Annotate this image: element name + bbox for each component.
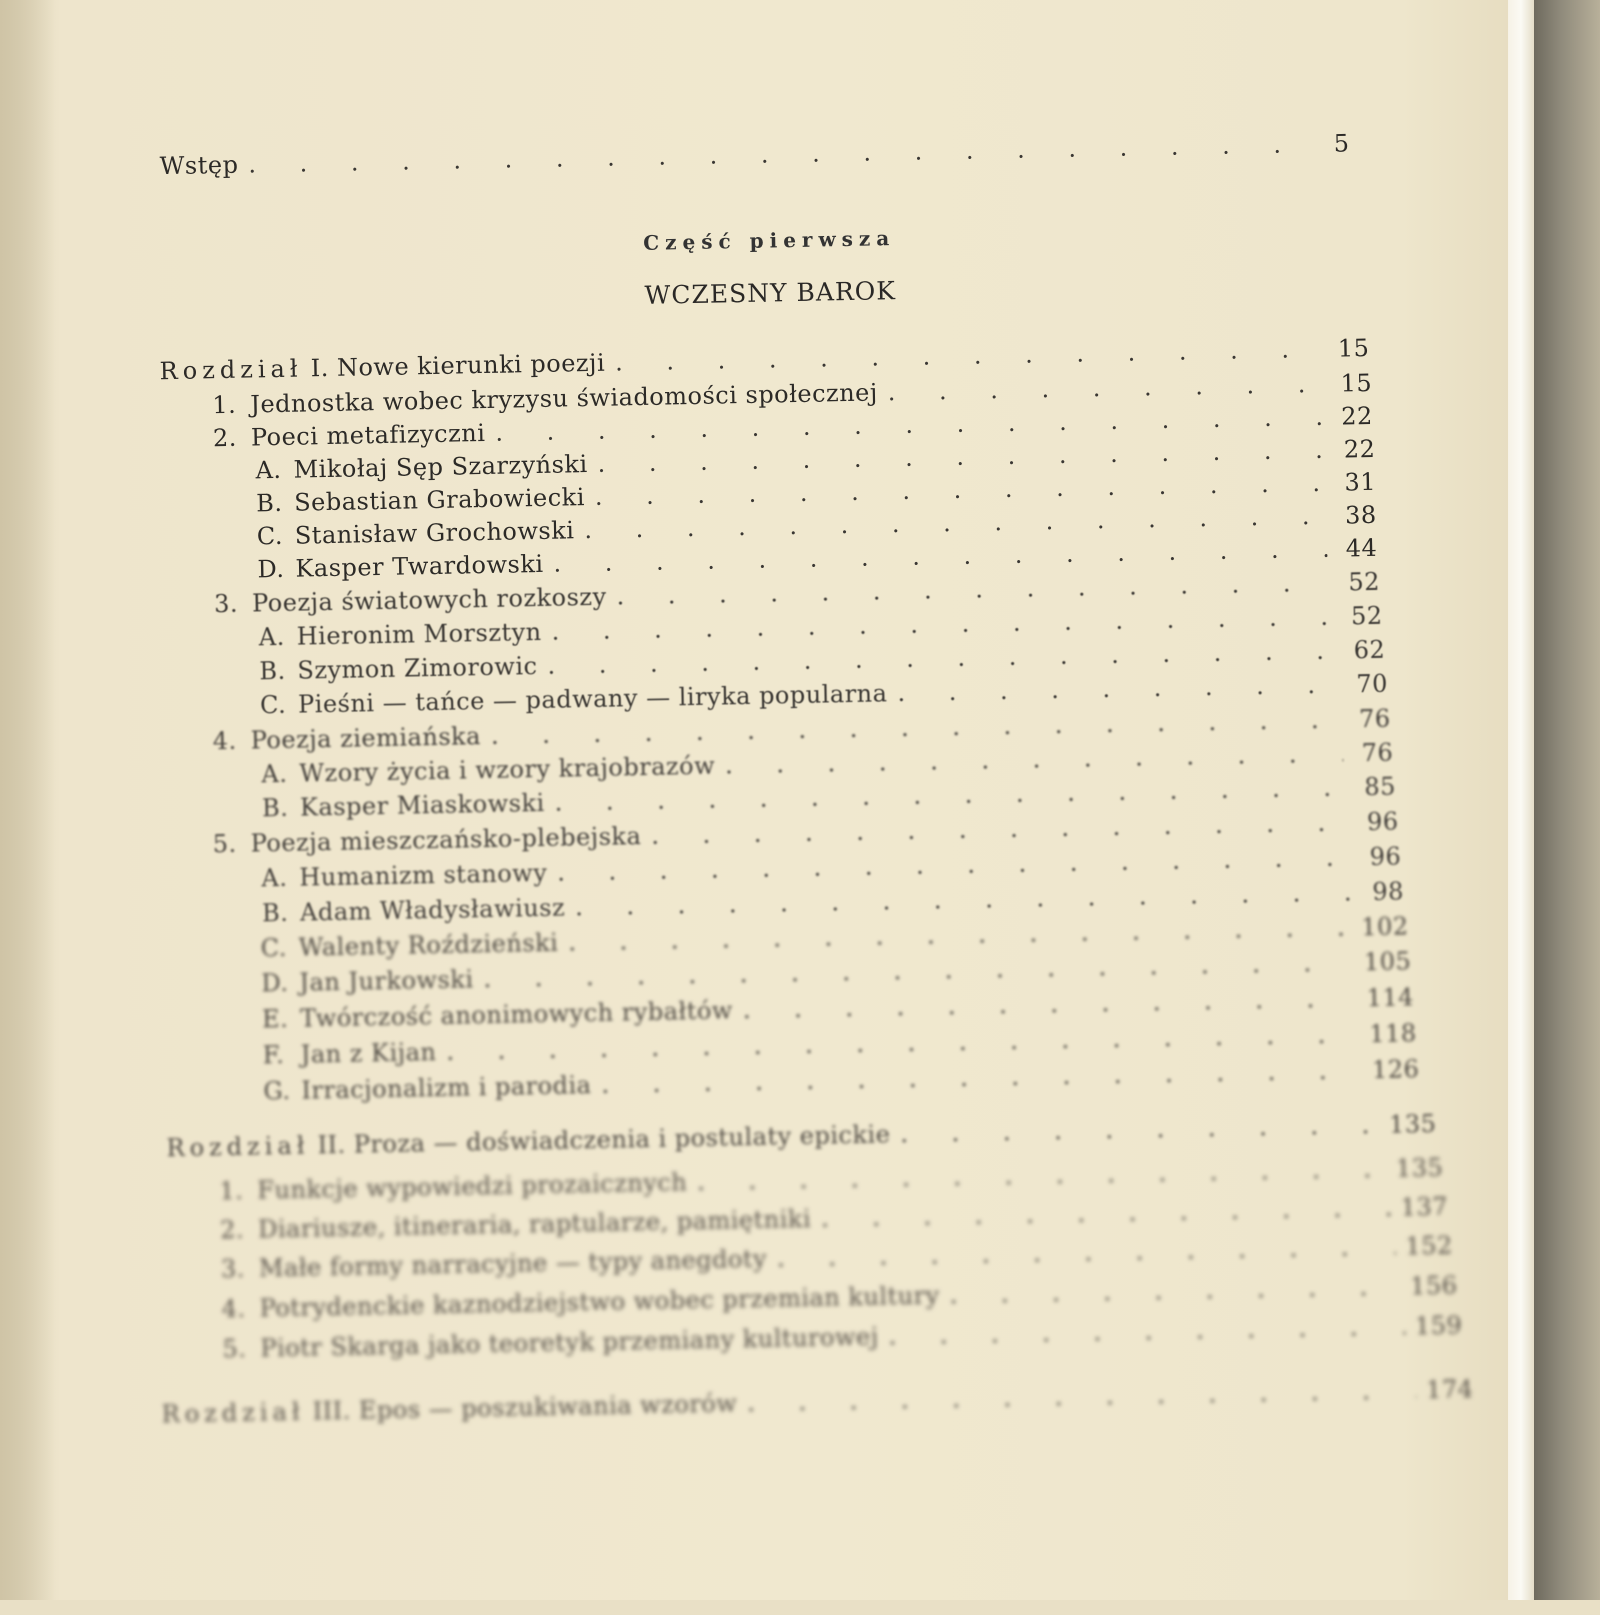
entry-title: Irracjonalizm i parodia <box>301 1071 592 1105</box>
entry-number: 1. <box>219 1176 244 1206</box>
toc-intro <box>159 129 1349 180</box>
entry-page: 22 <box>1343 434 1376 464</box>
entry-title: Kasper Miaskowski <box>299 788 545 822</box>
entry-page: 118 <box>1369 1019 1417 1049</box>
entry-number: B. <box>259 656 286 686</box>
entry-number: 5. <box>212 829 237 859</box>
entry-page: 105 <box>1363 947 1412 977</box>
entry-page: 52 <box>1350 601 1383 631</box>
leader-dots <box>900 1111 1379 1148</box>
entry-title: Wzory życia i wzory krajobrazów <box>299 751 716 788</box>
chapter-heading <box>161 1375 1473 1428</box>
entry-title: Hieronim Morsztyn <box>296 617 542 651</box>
entry-number: A. <box>255 455 282 485</box>
leader-dots <box>615 335 1320 377</box>
entry-number: A. <box>261 863 288 893</box>
entry-page: 135 <box>1395 1153 1444 1183</box>
entry-number: 4. <box>212 726 237 756</box>
leader-dots <box>697 1155 1386 1196</box>
entry-number: A. <box>258 622 286 652</box>
entry-page: 102 <box>1360 912 1409 942</box>
entry-page: 96 <box>1366 807 1399 837</box>
toc-intro-page: 5 <box>1333 129 1350 158</box>
leader-dots <box>725 740 1344 780</box>
entry-title: Walenty Roździeński <box>298 928 559 962</box>
backdrop <box>1534 0 1600 1600</box>
entry-number: D. <box>257 554 285 584</box>
entry-title: Kasper Twardowski <box>295 549 544 583</box>
entry-title: Diariusze, itineraria, raptularze, pamiętniki <box>257 1204 812 1244</box>
entry-page: 76 <box>1358 704 1391 734</box>
part-label: Część pierwsza <box>643 226 896 255</box>
entry-number: B. <box>261 793 289 823</box>
leader-dots <box>777 1233 1396 1273</box>
entry-page: 126 <box>1371 1055 1420 1085</box>
entry-number: B. <box>255 488 283 518</box>
entry-number: B. <box>261 898 289 928</box>
chapter-heading <box>166 1110 1436 1162</box>
entry-number: 2. <box>212 423 238 453</box>
entry-title: Stanisław Grochowski <box>294 516 575 550</box>
entry-page: 44 <box>1345 533 1378 563</box>
chapter-title: Rozdział II. Proza — doświadczenia i postulaty epickie <box>166 1120 891 1163</box>
entry-title: Funkcje wypowiedzi prozaicznych <box>257 1168 688 1205</box>
entry-title: Piotr Skarga jako teoretyk przemiany kulturowej <box>260 1322 879 1363</box>
entry-title: Poezja ziemiańska <box>250 722 482 755</box>
entry-number: C. <box>259 690 287 720</box>
entry-number: 1. <box>212 390 237 420</box>
leader-dots <box>949 1273 1400 1310</box>
entry-number: 2. <box>219 1215 245 1245</box>
entry-title: Poeci metafizyczni <box>250 418 486 452</box>
entry-title: Pieśni — tańce — padwany — liryka popularna <box>297 679 888 719</box>
entry-title: Potrydenckie kaznodziejstwo wobec przemian kultury <box>259 1281 940 1323</box>
chapter-title: Rozdział I. Nowe kierunki poezji <box>159 348 606 386</box>
entry-title: Sebastian Grabowiecki <box>293 483 586 517</box>
entry-page: 76 <box>1361 738 1394 768</box>
entry-number: D. <box>261 968 289 998</box>
entry-title: Adam Władysławiusz <box>299 893 566 927</box>
leader-dots <box>601 1056 1362 1099</box>
entry-page: 96 <box>1369 842 1402 872</box>
chapter-page: 174 <box>1425 1375 1474 1405</box>
entry-number: G. <box>263 1076 291 1106</box>
entry-page: 31 <box>1344 467 1377 497</box>
entry-title: Jednostka wobec kryzysu świadomości społecznej <box>250 378 879 419</box>
entry-title: Jan Jurkowski <box>299 965 474 997</box>
entry-number: 4. <box>221 1294 246 1324</box>
entry-page: 159 <box>1414 1311 1463 1341</box>
part-title: WCZESNY BAROK <box>644 276 897 310</box>
leader-dots <box>248 130 1300 178</box>
chapter-title: Rozdział III. Epos — poszukiwania wzorów <box>161 1389 738 1429</box>
entry-page: 156 <box>1409 1271 1458 1301</box>
entry-title: Poezja światowych rozkoszy <box>251 582 607 618</box>
entry-title: Mikołaj Sęp Szarzyński <box>293 450 588 484</box>
entry-number: 3. <box>220 1254 246 1284</box>
entry-page: 62 <box>1353 635 1386 665</box>
leader-dots <box>887 370 1322 406</box>
entry-title: Humanizm stanowy <box>299 858 548 892</box>
entry-title: Jan z Kijan <box>300 1038 437 1069</box>
entry-page: 98 <box>1372 877 1405 907</box>
entry-page: 15 <box>1340 368 1373 398</box>
entry-page: 70 <box>1356 669 1389 699</box>
leader-dots <box>821 1194 1391 1233</box>
leader-dots <box>897 671 1338 707</box>
entry-number: C. <box>260 933 288 963</box>
entry-number: F. <box>262 1040 285 1070</box>
entry-page: 137 <box>1400 1192 1449 1222</box>
chapter-page: 15 <box>1337 333 1370 363</box>
entry-page: 85 <box>1364 772 1397 802</box>
entry-page: 114 <box>1366 983 1415 1013</box>
entry-title: Małe formy narracyjne — typy anegdoty <box>258 1244 768 1283</box>
entry-number: E. <box>261 1004 289 1034</box>
entry-number: A. <box>261 759 288 789</box>
entry-title: Twórczość anonimowych rybałtów <box>299 996 734 1033</box>
entry-number: 3. <box>213 589 239 619</box>
entry-page: 22 <box>1340 401 1374 431</box>
leader-dots <box>651 808 1349 849</box>
entry-page: 52 <box>1348 567 1381 597</box>
entry-title: Szymon Zimorowic <box>297 652 538 685</box>
leader-dots <box>743 984 1357 1024</box>
toc-intro-label: Wstęp <box>159 150 239 181</box>
leader-dots <box>888 1312 1405 1350</box>
entry-number: C. <box>256 521 284 551</box>
entry-number: 5. <box>222 1334 247 1364</box>
leader-dots <box>747 1376 1416 1417</box>
chapter-page: 135 <box>1388 1109 1437 1139</box>
entry-page: 38 <box>1344 500 1377 530</box>
entry-title: Poezja mieszczańsko-plebejska <box>250 822 642 858</box>
entry-page: 152 <box>1405 1231 1453 1261</box>
